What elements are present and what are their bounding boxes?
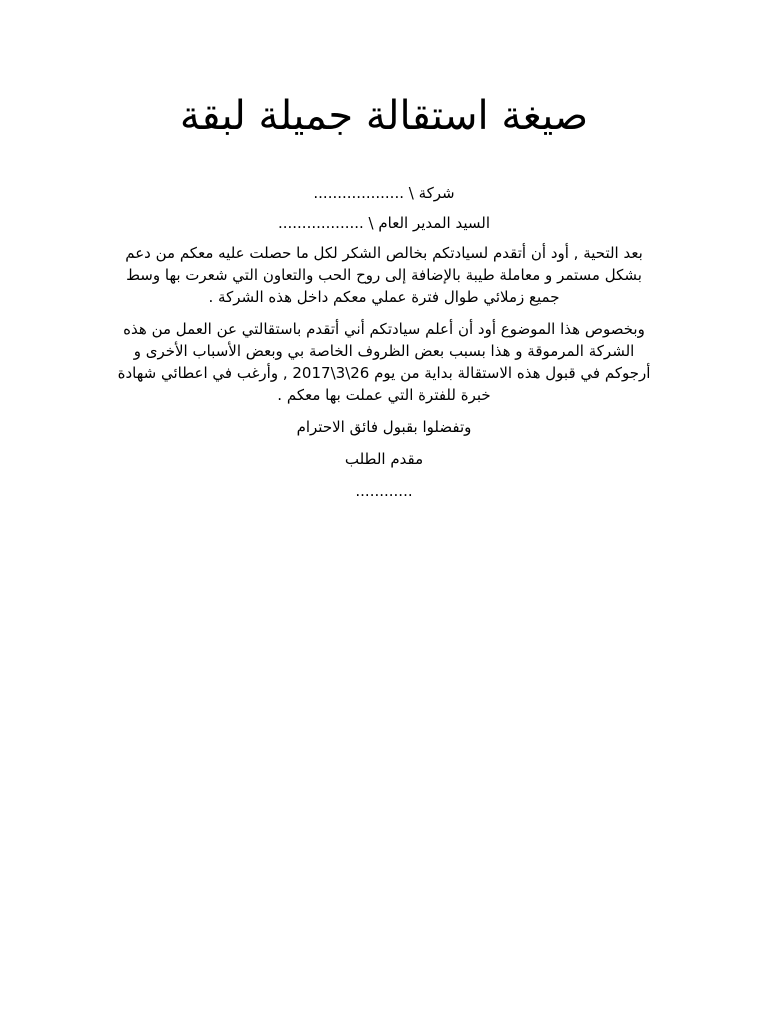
thanks-paragraph: بعد التحية , أود أن أتقدم لسيادتكم بخالص الشكر لكل ما حصلت عليه معكم من دعم بشكل مستمر و معاملة طيبة بالإضافة إلى روح الحب والتعاون التي شعرت بها وسط جميع زملائي طوال فترة عملي معكم داخل هذه الشركة . [125,244,643,306]
closing-line: وتفضلوا بقبول فائق الاحترام [296,418,472,436]
resignation-paragraph: وبخصوص هذا الموضوع أود أن أعلم سيادتكم أني أتقدم باستقالتي عن العمل من هذه الشركة المرموقة و هذا بسبب بعض الظروف الخاصة بي وبعض الأسباب الأخرى و أرجوكم في قبول هذه الاستقالة بداية من يوم 26\3\2017 , وأرغب في اعطائي شهادة خبرة للفترة التي عملت بها معكم . [117,320,651,404]
document-title: صيغة استقالة جميلة لبقة [179,93,589,139]
manager-line: السيد المدير العام \ .................. [277,214,491,232]
document-body [110,182,658,512]
company-line: شركة \ ................... [313,184,455,202]
applicant-label: مقدم الطلب [344,450,424,468]
signature-placeholder: ............ [355,482,413,500]
